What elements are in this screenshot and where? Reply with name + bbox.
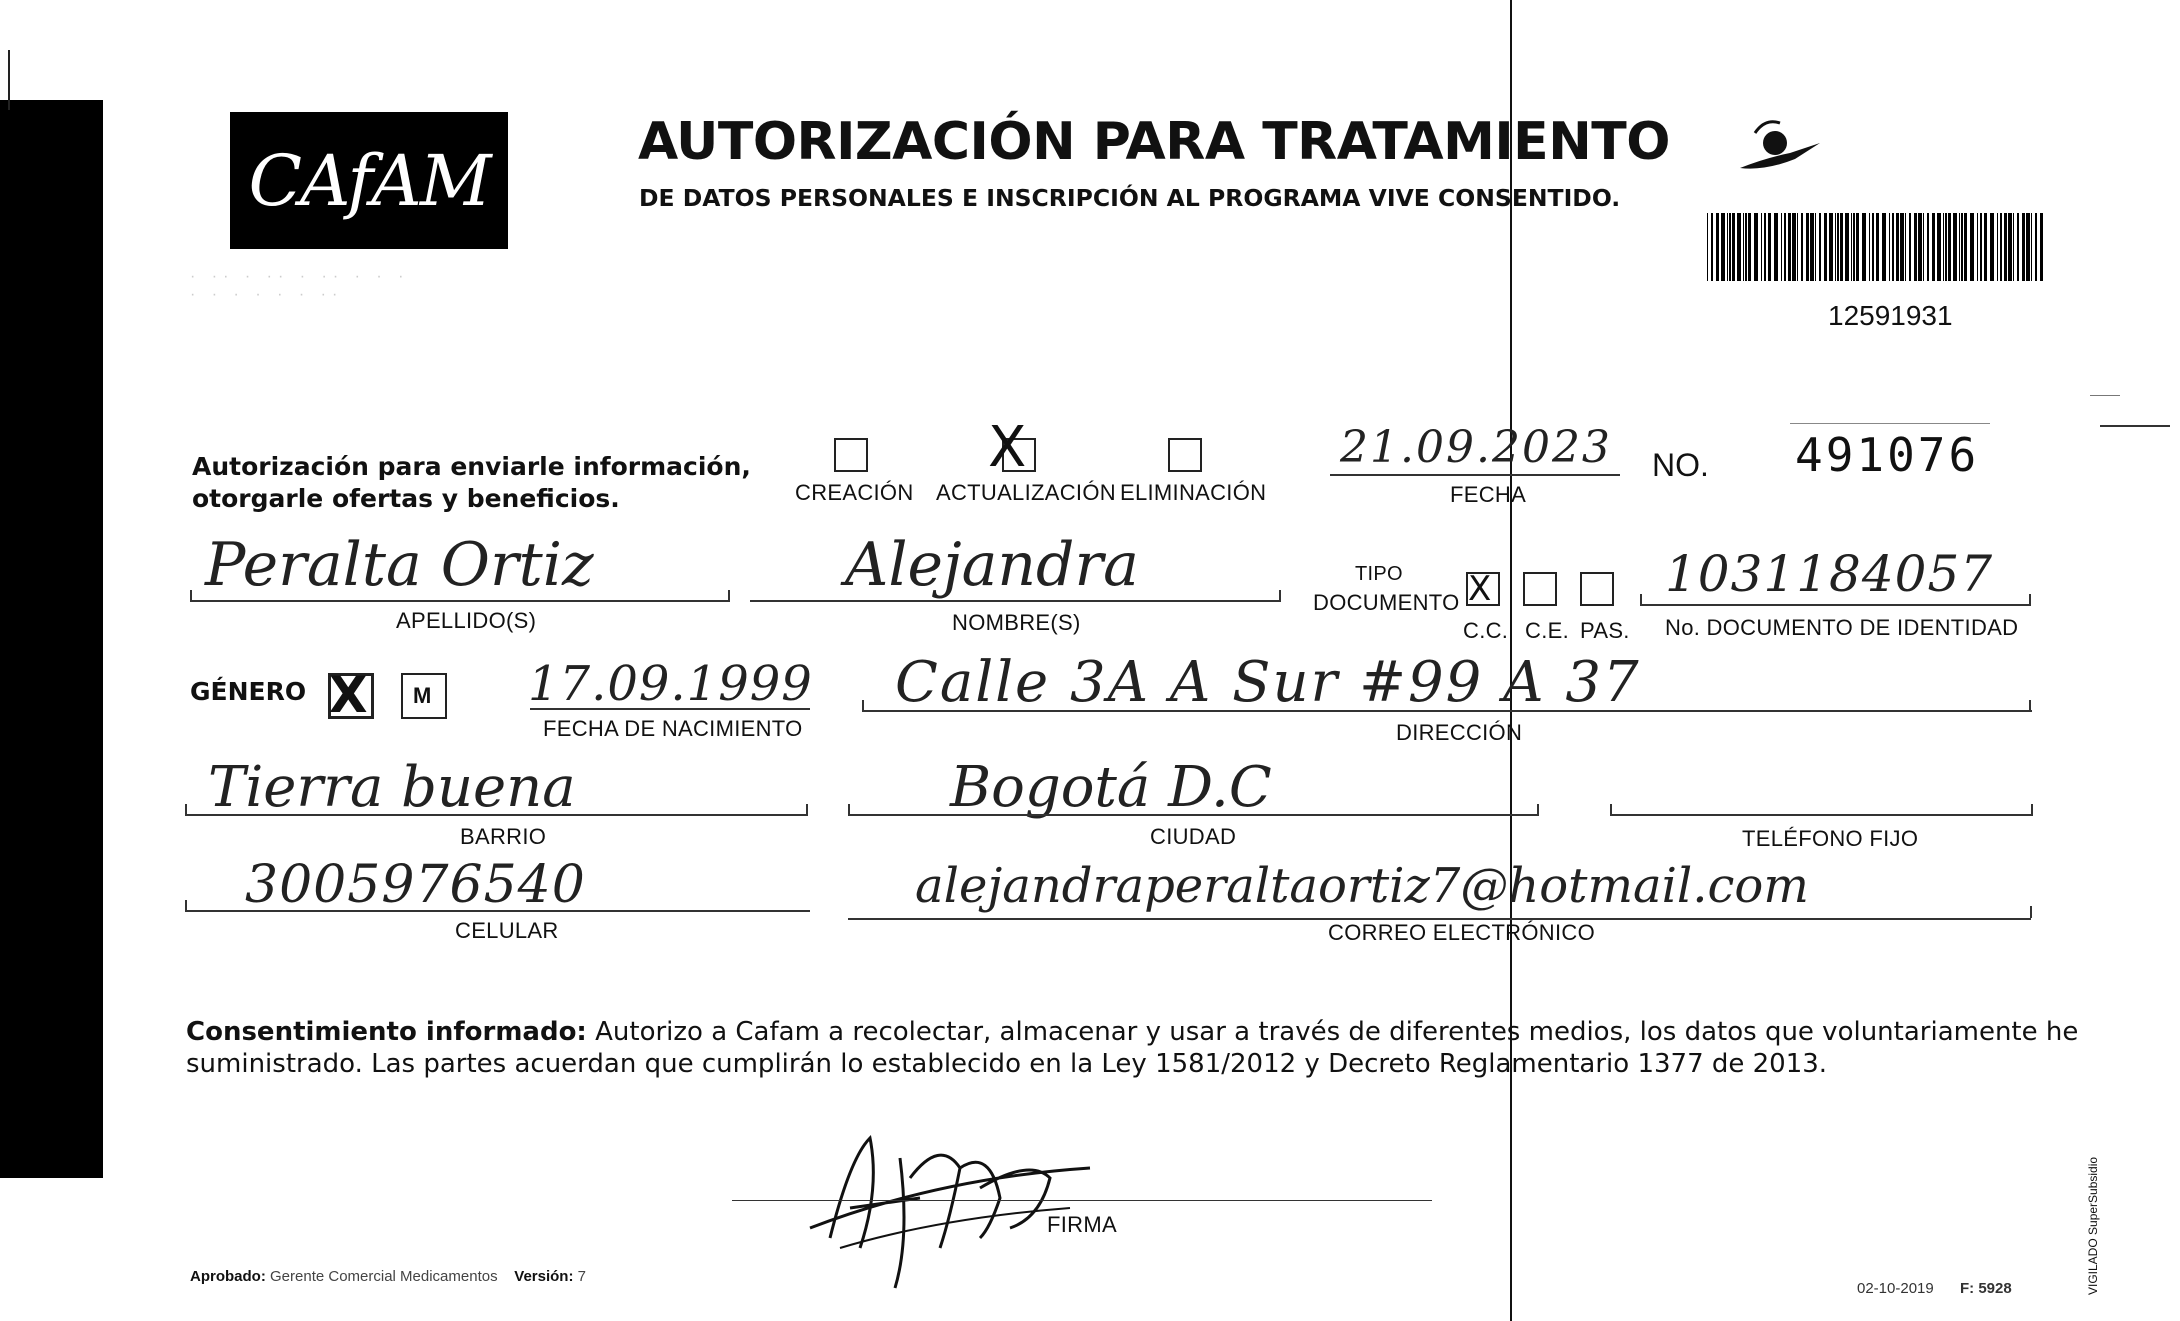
- version-label: Versión:: [514, 1268, 574, 1285]
- emblem-icon: [1735, 113, 1830, 178]
- scan-black-bar: [0, 100, 103, 1178]
- supersubsidio-side-text: [2086, 1125, 2106, 1295]
- nombres-underline: [750, 600, 1280, 602]
- apellidos-underline: [190, 600, 730, 602]
- barcode-bar: [1721, 213, 1725, 281]
- barcode-bar: [1964, 213, 1967, 281]
- barcode-bar: [2000, 213, 2002, 281]
- barrio-value: Tierra buena: [208, 755, 576, 820]
- barrio-label: BARRIO: [460, 824, 547, 849]
- supersubsidio-label: VIGILADO SuperSubsidio: [2086, 1156, 2100, 1295]
- barcode-bar: [2040, 213, 2043, 281]
- number-label: NO.: [1652, 447, 1709, 483]
- tick: [185, 804, 187, 816]
- doc-cc-label: C.C.: [1463, 618, 1509, 643]
- genero-f-check-mark: X: [329, 666, 368, 724]
- tick: [190, 590, 192, 602]
- actualizacion-label: ACTUALIZACIÓN: [936, 480, 1116, 505]
- barcode-bar: [1748, 213, 1751, 281]
- scan-right-dash: [2090, 395, 2120, 396]
- doc-pas-checkbox[interactable]: [1580, 572, 1614, 606]
- tick: [728, 590, 730, 602]
- doc-cc-check-mark: X: [1468, 569, 1492, 609]
- barcode-bar: [1937, 213, 1941, 281]
- barcode-bar: [1896, 213, 1899, 281]
- documento-underline: [1640, 604, 2030, 606]
- barcode-bar: [1761, 213, 1762, 281]
- fecha-label: FECHA: [1450, 482, 1527, 507]
- doc-pas-label: PAS.: [1580, 618, 1630, 643]
- tick: [806, 804, 808, 816]
- barcode-bar: [2008, 213, 2012, 281]
- barcode-bar: [2035, 213, 2037, 281]
- barcode-bar: [1851, 213, 1852, 281]
- telefono-underline: [1610, 814, 2032, 816]
- barcode-bar: [1743, 213, 1744, 281]
- correo-label: CORREO ELECTRÓNICO: [1328, 920, 1595, 945]
- version-value: 7: [577, 1268, 586, 1285]
- tick: [1610, 804, 1612, 816]
- firma-underline: [732, 1200, 1432, 1201]
- barcode-bar: [1768, 213, 1771, 281]
- direccion-underline: [862, 710, 2032, 712]
- barcode-bar: [1829, 213, 1833, 281]
- barcode-bar: [1872, 213, 1874, 281]
- ciudad-label: CIUDAD: [1150, 824, 1237, 849]
- cafam-logo: [230, 112, 508, 249]
- footer-form-code: F: 5928: [1960, 1280, 2012, 1297]
- tick: [1640, 594, 1642, 606]
- direccion-label: DIRECCIÓN: [1396, 720, 1523, 745]
- footer-date-code: 02-10-2019: [1857, 1280, 1934, 1297]
- barcode-bar: [1716, 213, 1719, 281]
- barcode-bar: [1819, 213, 1821, 281]
- actualizacion-check-mark: X: [988, 415, 1027, 480]
- barcode-bar: [1824, 213, 1827, 281]
- barcode-bar: [1806, 213, 1809, 281]
- correo-value: alejandraperaltaortiz7@hotmail.com: [915, 858, 1809, 914]
- barcode-bar: [1889, 213, 1890, 281]
- doc-ce-label: C.E.: [1525, 618, 1569, 643]
- signature-scribble: [790, 1098, 1130, 1298]
- creacion-label: CREACIÓN: [795, 480, 914, 505]
- nombres-value: Alejandra: [845, 530, 1139, 600]
- page-title: AUTORIZACIÓN PARA TRATAMIENTO: [638, 112, 1670, 172]
- creacion-checkbox[interactable]: [834, 438, 868, 472]
- barcode-bar: [1729, 213, 1731, 281]
- celular-underline: [185, 910, 810, 912]
- barcode-bar: [1754, 213, 1758, 281]
- tick: [1279, 590, 1281, 602]
- barcode-bar: [1835, 213, 1836, 281]
- barcode-bar: [1943, 213, 1944, 281]
- barcode-bar: [1845, 213, 1849, 281]
- consent-line-2: suministrado. Las partes acuerdan que cumplirán lo establecido en la Ley 1581/2012 y Decreto Reglamentario 1377 de 2013.: [186, 1049, 1828, 1079]
- apellidos-label: APELLIDO(S): [396, 608, 537, 633]
- barcode-bar: [1837, 213, 1839, 281]
- nacimiento-label: FECHA DE NACIMIENTO: [543, 716, 803, 741]
- number-overline: [1790, 423, 1990, 424]
- barcode-bar: [1792, 213, 1796, 281]
- tipo-documento-label-2: DOCUMENTO: [1313, 590, 1460, 615]
- barcode-bar: [1948, 213, 1951, 281]
- barcode-bar: [1853, 213, 1855, 281]
- barcode-bar: [1953, 213, 1957, 281]
- barcode-bar: [2004, 213, 2007, 281]
- direccion-value: Calle 3A A Sur #99 A 37: [895, 650, 1641, 715]
- tick: [2031, 804, 2033, 816]
- tick: [1537, 804, 1539, 816]
- barcode-number: 12591931: [1828, 300, 1953, 331]
- barcode-bar: [1788, 213, 1791, 281]
- barcode-bar: [1764, 213, 1766, 281]
- barcode-bar: [1797, 213, 1798, 281]
- barcode-bar: [1945, 213, 1947, 281]
- barcode-bar: [1959, 213, 1960, 281]
- barcode-bar: [1876, 213, 1879, 281]
- barcode-bar: [1745, 213, 1747, 281]
- tick: [862, 700, 864, 712]
- celular-label: CELULAR: [455, 918, 559, 943]
- apellidos-value: Peralta Ortiz: [205, 530, 594, 600]
- celular-value: 3005976540: [245, 855, 586, 915]
- barcode-bar: [1737, 213, 1741, 281]
- barcode-bar: [1840, 213, 1843, 281]
- barcode-bar: [1918, 213, 1922, 281]
- barcode-bar: [1784, 213, 1786, 281]
- genero-label: GÉNERO: [190, 677, 307, 706]
- consent-title: Consentimiento informado:: [186, 1017, 587, 1047]
- barcode-bar: [1970, 213, 1974, 281]
- barcode-bar: [2022, 213, 2025, 281]
- barcode-bar: [2017, 213, 2019, 281]
- tipo-documento-label-1: TIPO: [1355, 563, 1403, 585]
- footer-aprobado: [190, 1268, 586, 1285]
- barcode-bar: [1732, 213, 1735, 281]
- authorization-line-2: otorgarle ofertas y beneficios.: [192, 484, 620, 513]
- authorization-line-1: Autorización para enviarle información,: [192, 452, 751, 481]
- barcode-bar: [1869, 213, 1870, 281]
- logo-text: CAfAM: [248, 139, 490, 222]
- barcode-bar: [1707, 213, 1708, 281]
- barcode-bar: [1892, 213, 1894, 281]
- barcode-bar: [1882, 213, 1886, 281]
- aprobado-value: Gerente Comercial Medicamentos: [270, 1268, 498, 1285]
- barcode-bar: [1927, 213, 1929, 281]
- eliminacion-label: ELIMINACIÓN: [1120, 480, 1267, 505]
- ciudad-underline: [848, 814, 1538, 816]
- barcode-bar: [1856, 213, 1859, 281]
- barcode-bar: [1774, 213, 1778, 281]
- barcode-bar: [1905, 213, 1906, 281]
- barcode-bar: [1801, 213, 1803, 281]
- form-number: 491076: [1795, 428, 1980, 482]
- barcode-bar: [1961, 213, 1963, 281]
- barrio-underline: [185, 814, 807, 816]
- barcode-bar: [1984, 213, 1987, 281]
- barcode-bar: [1727, 213, 1728, 281]
- barcode-bar: [1980, 213, 1982, 281]
- barcode-bar: [1932, 213, 1935, 281]
- genero-m-label: M: [413, 683, 432, 708]
- doc-ce-checkbox[interactable]: [1523, 572, 1557, 606]
- nombres-label: NOMBRE(S): [952, 610, 1081, 635]
- telefono-label: TELÉFONO FIJO: [1742, 826, 1919, 851]
- page-subtitle: DE DATOS PERSONALES E INSCRIPCIÓN AL PROGRAMA VIVE CONSENTIDO.: [639, 184, 1621, 212]
- barcode-bar: [1990, 213, 1994, 281]
- barcode-bar: [1900, 213, 1904, 281]
- nacimiento-value: 17.09.1999: [528, 656, 813, 712]
- barcode-bar: [1810, 213, 1814, 281]
- scan-left-line: [8, 50, 10, 110]
- aprobado-label: Aprobado:: [190, 1268, 266, 1285]
- barcode-bar: [1862, 213, 1866, 281]
- barcode-bar: [1914, 213, 1917, 281]
- barcode-bar: [1997, 213, 1998, 281]
- tick: [2030, 906, 2032, 918]
- barcode-bar: [2031, 213, 2032, 281]
- firma-label: FIRMA: [1047, 1212, 1117, 1237]
- documento-value: 1031184057: [1665, 545, 1994, 603]
- eliminacion-checkbox[interactable]: [1168, 438, 1202, 472]
- barcode-bar: [1909, 213, 1911, 281]
- tick: [185, 900, 187, 912]
- consent-text: [186, 1016, 2079, 1080]
- ciudad-value: Bogotá D.C: [950, 755, 1272, 820]
- barcode-bar: [2013, 213, 2014, 281]
- consent-line-1: Autorizo a Cafam a recolectar, almacenar y usar a través de diferentes medios, los datos que voluntariamente he: [586, 1017, 2079, 1047]
- tick: [2029, 594, 2031, 606]
- documento-label: No. DOCUMENTO DE IDENTIDAD: [1665, 615, 2019, 640]
- barcode: [1705, 213, 2045, 281]
- fecha-value: 21.09.2023: [1340, 422, 1612, 473]
- scan-right-dash: [2100, 425, 2170, 427]
- barcode-bar: [1781, 213, 1782, 281]
- fecha-underline: [1330, 474, 1620, 476]
- barcode-bar: [1815, 213, 1816, 281]
- faded-text: · ·· · ·· · ·· · · · · · · · · · ··: [190, 268, 410, 303]
- tick: [848, 804, 850, 816]
- nacimiento-underline: [530, 708, 810, 710]
- barcode-bar: [1711, 213, 1713, 281]
- tick: [2029, 700, 2031, 712]
- barcode-bar: [1977, 213, 1978, 281]
- barcode-bar: [2026, 213, 2030, 281]
- barcode-bar: [1923, 213, 1924, 281]
